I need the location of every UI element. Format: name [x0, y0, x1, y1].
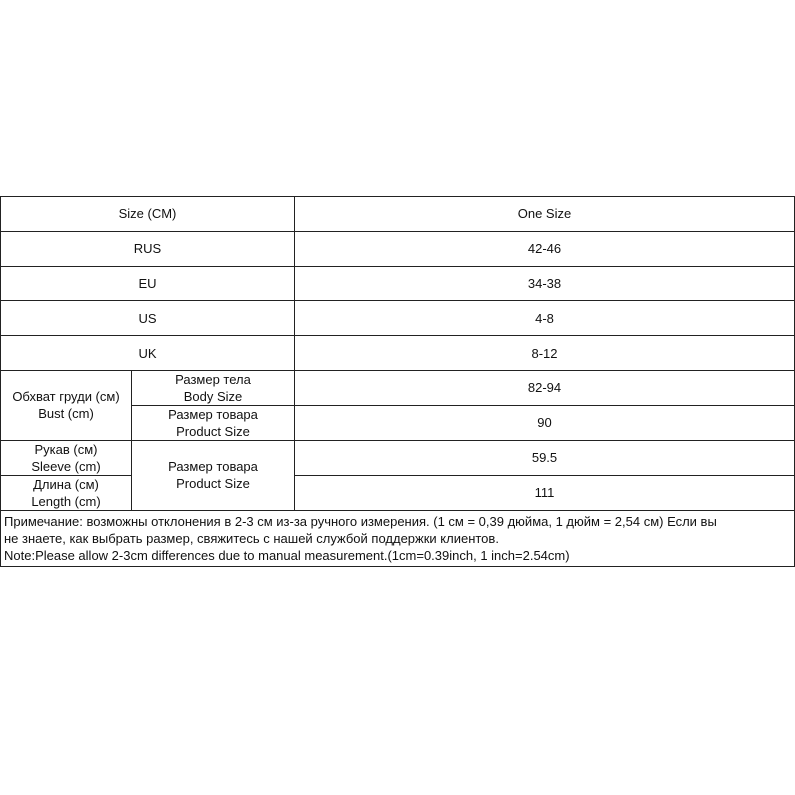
length-label	[1, 475, 132, 510]
header-size-label: Size (CM)	[1, 197, 295, 232]
table-header-row	[1, 197, 795, 232]
sleeve-label	[1, 440, 132, 475]
table-row	[1, 336, 795, 371]
size-value-uk: 8-12	[295, 336, 795, 371]
sleeve-label-en: Sleeve (cm)	[31, 458, 101, 474]
size-label-uk: UK	[1, 336, 295, 371]
size-label-rus: RUS	[1, 231, 295, 266]
shared-product-size-label	[132, 440, 295, 510]
table-row	[1, 370, 795, 405]
size-label-eu: EU	[1, 266, 295, 301]
note-row	[1, 510, 795, 566]
header-size-value: One Size	[295, 197, 795, 232]
size-value-us: 4-8	[295, 301, 795, 336]
bust-product-size-value: 90	[295, 405, 795, 440]
length-value: 111	[295, 475, 795, 510]
length-label-en: Length (cm)	[31, 493, 101, 509]
shared-product-size-label-en: Product Size	[176, 476, 250, 492]
bust-label-ru: Обхват груди (см)	[12, 389, 120, 405]
note-line-en: Note:Please allow 2-3cm differences due to manual measurement.(1cm=0.39inch, 1 inch=2.54cm)	[4, 547, 570, 563]
body-size-label-en: Body Size	[183, 388, 243, 404]
note-line-ru-1: Примечание: возможны отклонения в 2-3 см из-за ручного измерения. (1 см = 0,39 дюйма, 1 дюйм = 2,54 см) Если вы	[4, 513, 717, 529]
table-row	[1, 440, 795, 475]
table-row	[1, 475, 795, 510]
size-label-us: US	[1, 301, 295, 336]
table-row	[1, 231, 795, 266]
length-label-ru: Длина (см)	[33, 476, 99, 492]
table-row	[1, 301, 795, 336]
table-row	[1, 266, 795, 301]
product-size-label-en: Product Size	[176, 423, 250, 439]
bust-label-en: Bust (cm)	[38, 406, 94, 422]
sleeve-label-ru: Рукав (см)	[34, 441, 98, 457]
size-chart-table	[0, 196, 795, 567]
note-cell	[1, 510, 795, 566]
shared-product-size-label-ru: Размер товара	[168, 459, 258, 475]
bust-label	[1, 370, 132, 440]
note-line-ru-2: не знаете, как выбрать размер, свяжитесь с нашей службой поддержки клиентов.	[4, 530, 499, 546]
product-size-label-ru: Размер товара	[168, 406, 258, 422]
body-size-label	[132, 370, 295, 405]
size-value-rus: 42-46	[295, 231, 795, 266]
body-size-label-ru: Размер тела	[175, 371, 251, 387]
sleeve-value: 59.5	[295, 440, 795, 475]
product-size-label	[132, 405, 295, 440]
bust-body-size-value: 82-94	[295, 370, 795, 405]
size-value-eu: 34-38	[295, 266, 795, 301]
